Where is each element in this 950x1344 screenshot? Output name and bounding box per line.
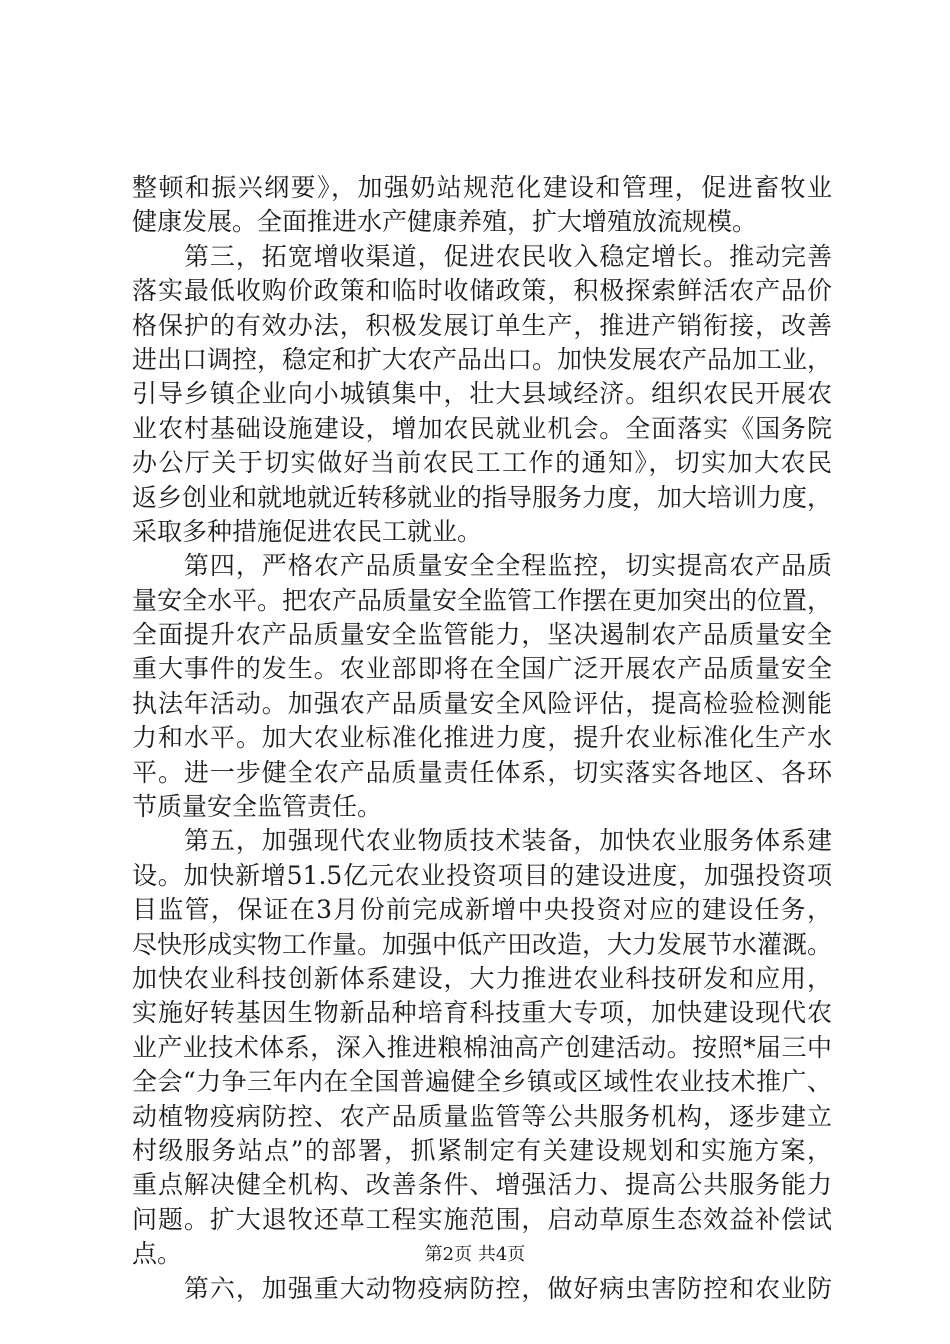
- text-line: 返乡创业和就地就近转移就业的指导服务力度，加大培训力度，: [132, 482, 832, 512]
- text-line: 执法年活动。加强农产品质量安全风险评估，提高检验检测能: [132, 688, 832, 718]
- text-line: 进出口调控，稳定和扩大农产品出口。加快发展农产品加工业，: [132, 344, 832, 374]
- text-line: 第三，拓宽增收渠道，促进农民收入稳定增长。推动完善: [132, 241, 832, 271]
- page-footer: 第2页 共4页: [424, 1244, 526, 1265]
- text-line: 业农村基础设施建设，增加农民就业机会。全面落实《国务院: [132, 413, 832, 443]
- text-line: 健康发展。全面推进水产健康养殖，扩大增殖放流规模。: [132, 207, 758, 237]
- text-line: 落实最低收购价政策和临时收储政策，积极探索鲜活农产品价: [132, 276, 832, 306]
- text-line: 村级服务站点”的部署，抓紧制定有关建设规划和实施方案，: [132, 1135, 832, 1165]
- text-line: 格保护的有效办法，积极发展订单生产，推进产销衔接，改善: [132, 310, 832, 340]
- text-line: 采取多种措施促进农民工就业。: [132, 516, 483, 546]
- text-line: 力和水平。加大农业标准化推进力度，提升农业标准化生产水: [132, 723, 832, 753]
- text-line: 平。进一步健全农产品质量责任体系，切实落实各地区、各环: [132, 757, 832, 787]
- body-text: [132, 171, 832, 1306]
- text-line: 办公厅关于切实做好当前农民工工作的通知》，切实加大农民: [132, 448, 832, 478]
- text-line: 量安全水平。把农产品质量安全监管工作摆在更加突出的位置，: [132, 585, 832, 615]
- text-line: 实施好转基因生物新品种培育科技重大专项，加快建设现代农: [132, 998, 832, 1028]
- text-line: 第六，加强重大动物疫病防控，做好病虫害防控和农业防: [132, 1273, 832, 1303]
- text-line: 点。: [132, 1239, 183, 1269]
- text-line: 业产业技术体系，深入推进粮棉油高产创建活动。按照*届三中: [132, 1032, 832, 1062]
- text-line: 尽快形成实物工作量。加强中低产田改造，大力发展节水灌溉。: [132, 929, 832, 959]
- text-line: 重大事件的发生。农业部即将在全国广泛开展农产品质量安全: [132, 654, 832, 684]
- text-line: 动植物疫病防控、农产品质量监管等公共服务机构，逐步建立: [132, 1101, 832, 1131]
- text-line: 引导乡镇企业向小城镇集中，壮大县域经济。组织农民开展农: [132, 379, 832, 409]
- text-line: 整顿和振兴纲要》，加强奶站规范化建设和管理，促进畜牧业: [132, 173, 832, 202]
- text-line: 设。加快新增51.5亿元农业投资项目的建设进度，加强投资项: [132, 860, 832, 890]
- text-line: 加快农业科技创新体系建设，大力推进农业科技研发和应用，: [132, 963, 832, 993]
- text-line: 重点解决健全机构、改善条件、增强活力、提高公共服务能力: [132, 1170, 832, 1200]
- text-line: 目监管，保证在3月份前完成新增中央投资对应的建设任务，: [132, 895, 832, 925]
- text-line: 全面提升农产品质量安全监管能力，坚决遏制农产品质量安全: [132, 620, 832, 650]
- text-line: 问题。扩大退牧还草工程实施范围，启动草原生态效益补偿试: [132, 1204, 832, 1234]
- text-line: 节质量安全监管责任。: [132, 792, 383, 822]
- text-line: 第四，严格农产品质量安全全程监控，切实提高农产品质: [132, 551, 832, 581]
- text-line: 第五，加强现代农业物质技术装备，加快农业服务体系建: [132, 826, 832, 856]
- text-line: 全会“力争三年内在全国普遍健全乡镇或区域性农业技术推广、: [132, 1067, 832, 1097]
